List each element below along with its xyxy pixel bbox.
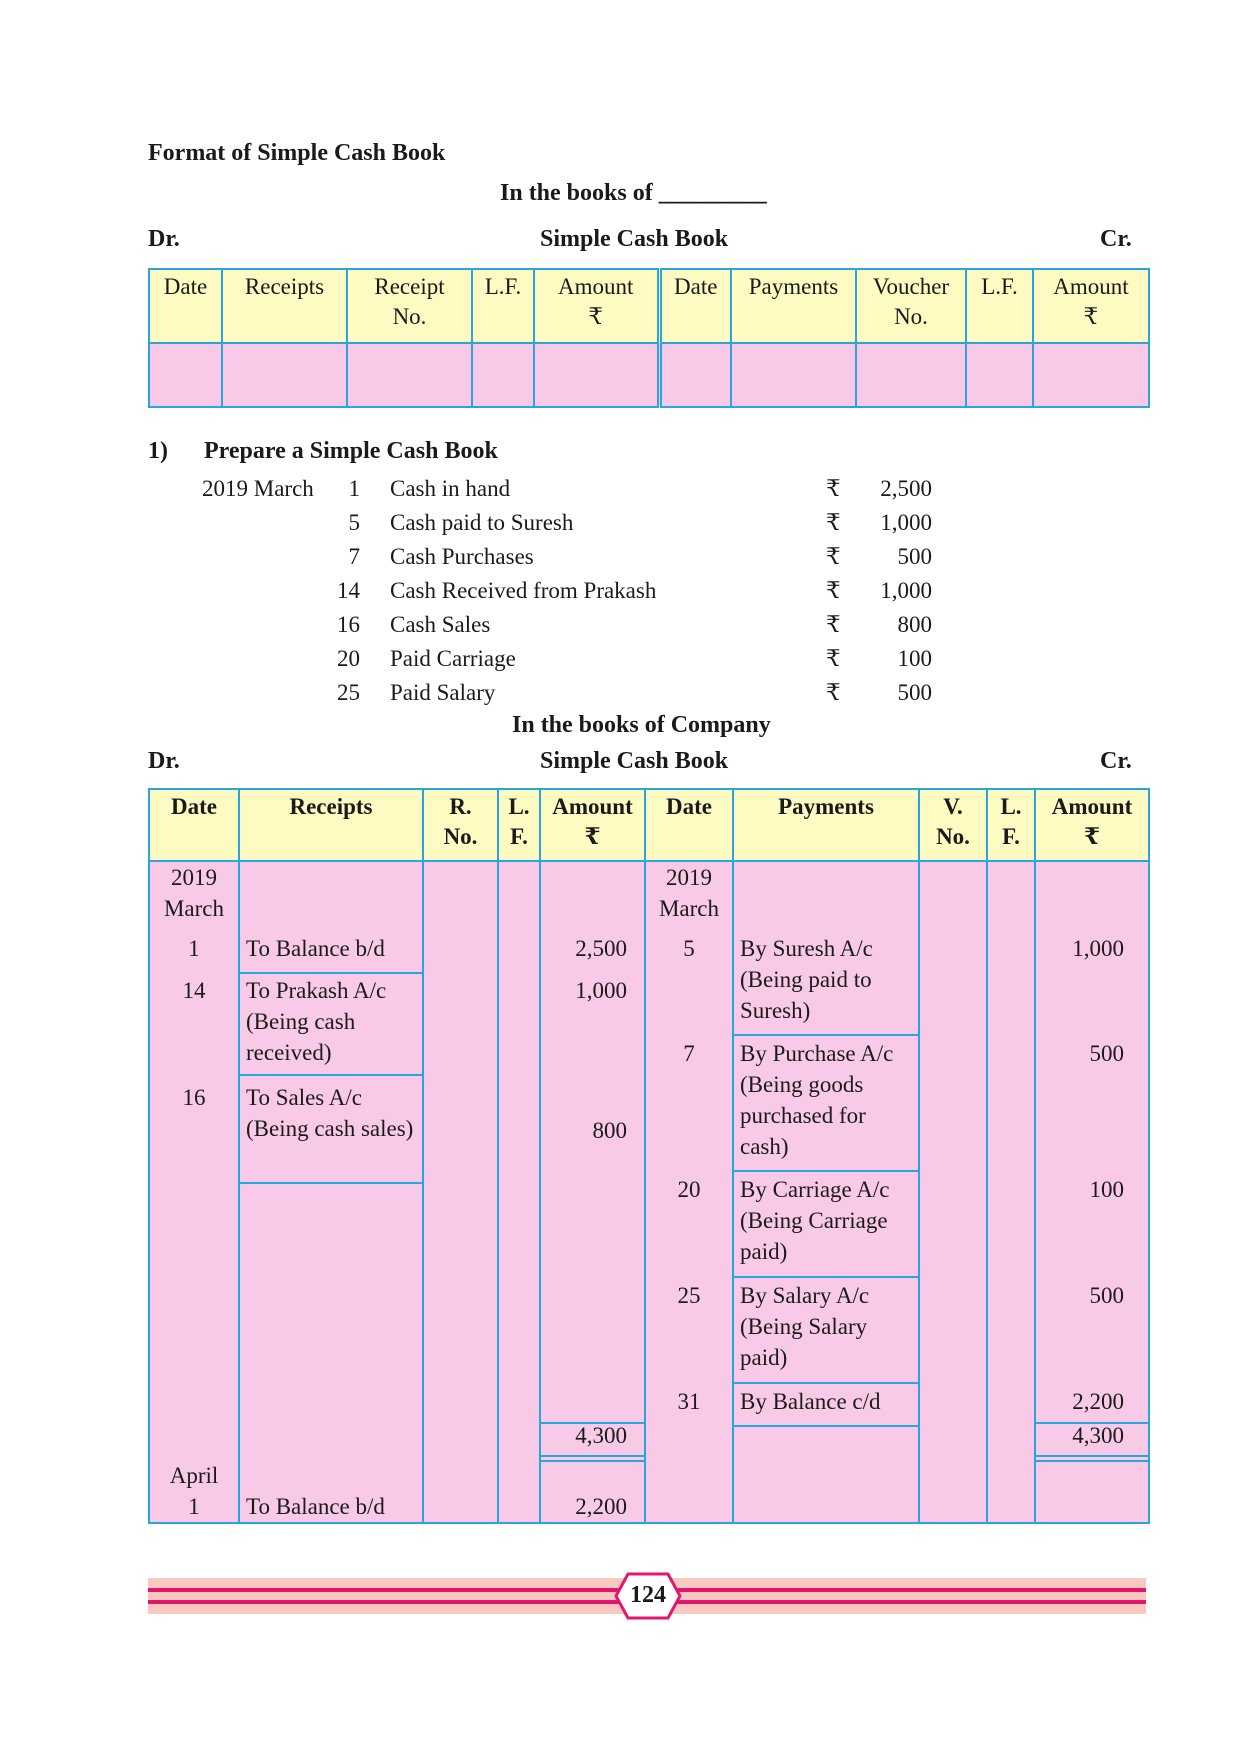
format-header-payments: Payments <box>731 269 856 343</box>
format-header-amount: Amount ₹ <box>534 269 659 343</box>
payment-day: 25 <box>677 1283 701 1308</box>
rupee-icon: ₹ <box>826 544 841 569</box>
format-cell <box>534 343 659 407</box>
payment-day: 31 <box>677 1389 701 1414</box>
col-divider <box>918 790 920 1522</box>
format-heading: Format of Simple Cash Book <box>148 140 446 166</box>
header-amount: Amount ₹ <box>552 794 633 849</box>
col-divider <box>539 790 541 1522</box>
format-body-row <box>149 343 1149 407</box>
rupee-icon: ₹ <box>826 510 841 535</box>
payment-particulars: By Carriage A/c (Being Carriage paid) <box>740 1177 890 1264</box>
dr-total: 4,300 <box>575 1423 627 1448</box>
payment-amount: 500 <box>1089 1041 1124 1066</box>
row-divider <box>732 1425 920 1427</box>
format-header-amount-cr: Amount ₹ <box>1033 269 1149 343</box>
payment-particulars: By Salary A/c (Being Salary paid) <box>740 1283 870 1370</box>
solution-table <box>148 788 1150 1524</box>
problem-year-month: 2019 March <box>202 476 314 501</box>
format-cell <box>1033 343 1149 407</box>
transaction-text: Cash paid to Suresh <box>390 510 574 535</box>
header-lf-cr: L. F. <box>1000 794 1022 849</box>
april-amount: 2,200 <box>575 1494 627 1519</box>
format-cell <box>966 343 1033 407</box>
format-cell <box>856 343 966 407</box>
solution-books-of: In the books of Company <box>512 712 771 738</box>
row-divider <box>732 1170 920 1172</box>
header-r-no: R. No. <box>443 794 478 849</box>
header-payments: Payments <box>778 794 874 819</box>
payment-amount: 1,000 <box>1072 936 1124 961</box>
payment-amount: 2,200 <box>1072 1389 1124 1414</box>
col-divider <box>986 790 988 1522</box>
transaction-amount: 2,500 <box>880 476 932 501</box>
row-divider <box>238 1074 424 1076</box>
transaction-text: Paid Salary <box>390 680 496 705</box>
payment-particulars: By Suresh A/c (Being paid to Suresh) <box>740 936 873 1023</box>
transaction-amount: 100 <box>897 646 932 671</box>
transaction-amount: 500 <box>897 544 932 569</box>
solution-title: Simple Cash Book <box>540 748 729 774</box>
receipt-particulars: To Sales A/c (Being cash sales) <box>246 1085 414 1141</box>
format-header-receipt-no: Receipt No. <box>347 269 472 343</box>
col-divider <box>732 790 734 1522</box>
format-books-of: In the books of _________ <box>500 180 767 206</box>
format-header-date-cr: Date <box>659 269 731 343</box>
row-divider <box>732 1276 920 1278</box>
header-v-no: V. No. <box>936 794 970 849</box>
rupee-icon: ₹ <box>826 578 841 603</box>
receipt-day: 14 <box>182 978 206 1003</box>
payment-particulars: By Purchase A/c (Being goods purchased for cash) <box>740 1041 894 1159</box>
format-header-voucher-no: Voucher No. <box>856 269 966 343</box>
dr-year-month: 2019 March <box>163 865 225 921</box>
transaction-amount: 1,000 <box>880 510 932 535</box>
payment-amount: 500 <box>1089 1283 1124 1308</box>
transaction-day: 20 <box>337 646 360 671</box>
header-amount-cr: Amount ₹ <box>1051 794 1133 849</box>
transaction-day: 16 <box>337 612 360 637</box>
rupee-icon: ₹ <box>826 476 841 501</box>
format-header-date: Date <box>149 269 222 343</box>
format-header-row <box>149 269 1149 343</box>
row-divider <box>238 972 424 974</box>
header-date-cr: Date <box>666 794 712 819</box>
payment-day: 20 <box>677 1177 701 1202</box>
header-lf: L. F. <box>508 794 530 849</box>
solution-dr-label: Dr. <box>148 748 180 774</box>
problem-title: Prepare a Simple Cash Book <box>204 438 498 464</box>
rupee-icon: ₹ <box>826 646 841 671</box>
total-double-rule <box>539 1455 646 1462</box>
col-divider <box>422 790 424 1522</box>
transaction-text: Cash Purchases <box>390 544 534 569</box>
row-divider <box>732 1382 920 1384</box>
cr-total: 4,300 <box>1072 1423 1124 1448</box>
format-cell <box>149 343 222 407</box>
header-date: Date <box>171 794 217 819</box>
transaction-text: Paid Carriage <box>390 646 516 671</box>
solution-cr-label: Cr. <box>1100 748 1132 774</box>
format-title: Simple Cash Book <box>540 226 729 252</box>
format-cell <box>659 343 731 407</box>
format-cell <box>347 343 472 407</box>
format-cell <box>731 343 856 407</box>
transaction-day: 5 <box>348 510 360 535</box>
transaction-day: 25 <box>337 680 360 705</box>
rupee-icon: ₹ <box>826 612 841 637</box>
transaction-day: 1 <box>348 476 360 501</box>
receipt-particulars: To Balance b/d <box>246 936 385 961</box>
receipt-day: 16 <box>182 1085 206 1110</box>
transaction-text: Cash Received from Prakash <box>390 578 657 603</box>
rupee-icon: ₹ <box>826 680 841 705</box>
transaction-text: Cash Sales <box>390 612 491 637</box>
transaction-amount: 500 <box>897 680 932 705</box>
transaction-day: 7 <box>348 544 360 569</box>
receipt-amount: 800 <box>592 1118 627 1143</box>
payment-day: 5 <box>683 936 695 961</box>
transaction-amount: 800 <box>897 612 932 637</box>
problem-number: 1) <box>148 438 168 464</box>
format-cr-label: Cr. <box>1100 226 1132 252</box>
page-number: 124 <box>630 1582 666 1608</box>
format-cell <box>472 343 534 407</box>
receipt-particulars: To Prakash A/c (Being cash received) <box>246 978 387 1065</box>
header-receipts: Receipts <box>289 794 373 819</box>
format-table <box>148 268 1150 408</box>
transaction-amount: 1,000 <box>880 578 932 603</box>
format-cell <box>222 343 347 407</box>
transaction-text: Cash in hand <box>390 476 511 501</box>
format-header-lf-cr: L.F. <box>966 269 1033 343</box>
format-header-lf: L.F. <box>472 269 534 343</box>
april-date: April 1 <box>169 1463 219 1519</box>
row-divider <box>238 1182 424 1184</box>
col-divider <box>238 790 240 1522</box>
receipt-day: 1 <box>188 936 200 961</box>
format-dr-label: Dr. <box>148 226 180 252</box>
receipt-amount: 2,500 <box>575 936 627 961</box>
format-header-receipts: Receipts <box>222 269 347 343</box>
transaction-day: 14 <box>337 578 360 603</box>
cr-year-month: 2019 March <box>658 865 720 921</box>
total-double-rule <box>1034 1455 1148 1462</box>
payment-day: 7 <box>683 1041 695 1066</box>
april-particulars: To Balance b/d <box>246 1494 385 1519</box>
payment-particulars: By Balance c/d <box>740 1389 881 1414</box>
row-divider <box>732 1034 920 1036</box>
receipt-amount: 1,000 <box>575 978 627 1003</box>
col-divider <box>497 790 499 1522</box>
payment-amount: 100 <box>1089 1177 1124 1202</box>
